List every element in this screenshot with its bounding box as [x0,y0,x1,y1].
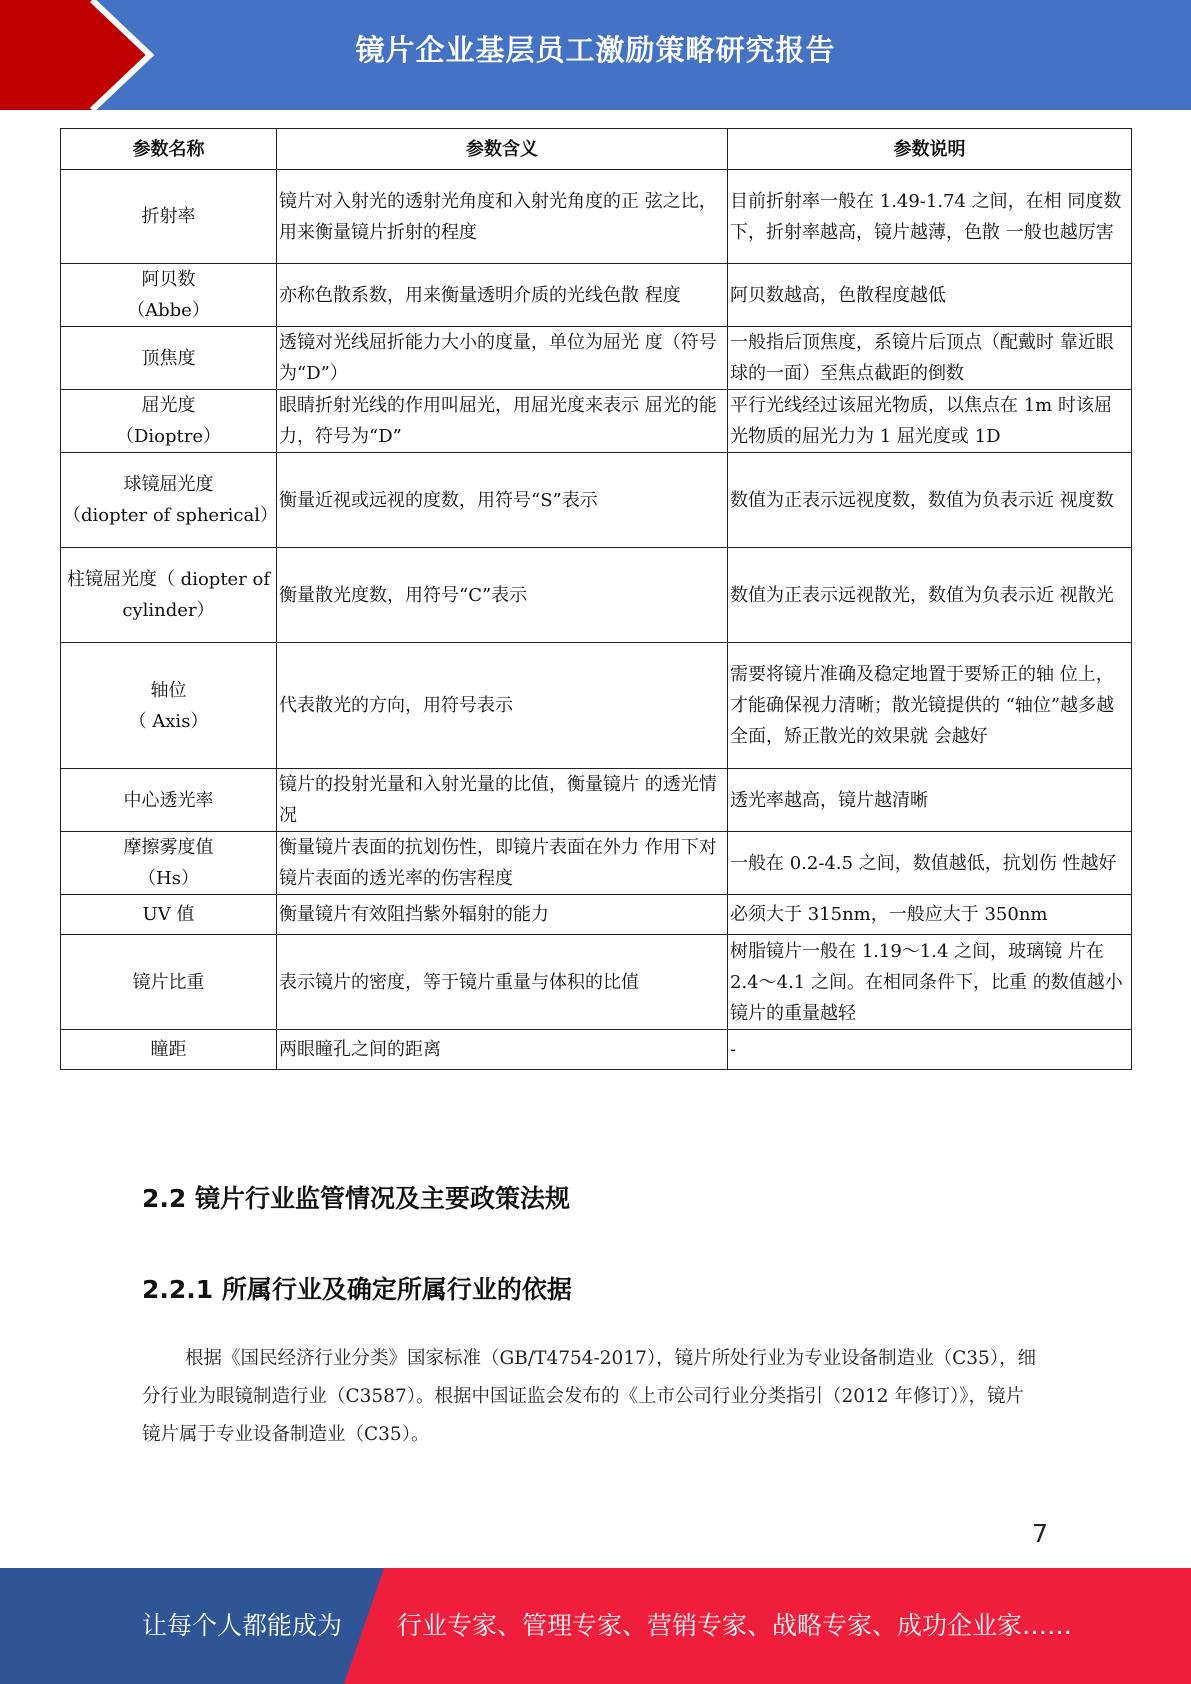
table-header-row [61,129,1132,170]
param-note-cell: 平行光线经过该屈光物质，以焦点在 1m 时该屈光物质的屈光力为 1 屈光度或 1D [728,390,1132,453]
param-name: 摩擦雾度值 [123,837,214,858]
param-name: 瞳距 [150,1039,187,1060]
table-row [61,327,1132,390]
page-header [0,0,1191,110]
table-row [61,1030,1132,1070]
column-header-note: 参数说明 [728,129,1132,170]
lens-parameter-table [60,128,1132,1070]
param-name-cell [61,643,277,769]
param-name: 阿贝数 [141,269,196,290]
param-note-cell: 一般在 0.2-4.5 之间，数值越低，抗划伤 性越好 [728,832,1132,895]
param-meaning-cell: 亦称色散系数，用来衡量透明介质的光线色散 程度 [277,264,728,327]
param-name-cell [61,453,277,548]
param-name-cell [61,548,277,643]
param-name: 镜片比重 [132,971,205,993]
param-name-cell [61,264,277,327]
param-name-sub: （Abbe） [127,300,210,321]
table-row [61,895,1132,935]
param-name: 柱镜屈光度（ diopter of cylinder） [66,569,271,621]
param-note-cell: 数值为正表示远视散光，数值为负表示近 视散光 [728,548,1132,643]
param-name-cell [61,832,277,895]
section-2-2-1-paragraph: 根据《国民经济行业分类》国家标准（GB/T4754-2017），镜片所处行业为专业设备制造业（C35），细分行业为眼镜制造行业（C3587）。根据中国证监会发布的《上市公司行业分类指引（2012 年修订）》，镜片镜片属于专业设备制造业（C35）。 [142,1348,1037,1445]
param-meaning-cell: 透镜对光线屈折能力大小的度量，单位为屈光 度（符号为“D”） [277,327,728,390]
param-note-cell: 目前折射率一般在 1.49-1.74 之间，在相 同度数下，折射率越高，镜片越薄，色散 一般也越厉害 [728,170,1132,264]
table-row [61,170,1132,264]
section-heading-2-2: 2.2 镜片行业监管情况及主要政策法规 [142,1184,570,1213]
param-meaning-cell: 镜片的投射光量和入射光量的比值，衡量镜片 的透光情况 [277,769,728,832]
param-name-cell [61,327,277,390]
footer-slogan-left: 让每个人都能成为 [142,1611,343,1640]
page-footer [0,1568,1191,1684]
table-row [61,548,1132,643]
table-row [61,264,1132,327]
param-meaning-cell: 眼睛折射光线的作用叫屈光，用屈光度来表示 屈光的能力，符号为“D” [277,390,728,453]
table-row [61,453,1132,548]
param-meaning-cell: 代表散光的方向，用符号表示 [277,643,728,769]
param-note-cell: 数值为正表示远视度数，数值为负表示近 视度数 [728,453,1132,548]
param-name-cell [61,769,277,832]
param-name: 球镜屈光度 [123,474,214,495]
param-name: 中心透光率 [123,789,214,811]
param-name-cell [61,895,277,935]
param-name: 折射率 [141,206,196,227]
param-meaning-cell: 衡量镜片有效阻挡紫外辐射的能力 [277,895,728,935]
param-note-cell: 树脂镜片一般在 1.19～1.4 之间，玻璃镜 片在 2.4～4.1 之间。在相同条件下，比重 的数值越小镜片的重量越轻 [728,935,1132,1030]
param-name-sub: （ Axis） [128,710,209,732]
report-title: 镜片企业基层员工激励策略研究报告 [355,33,836,67]
column-header-name: 参数名称 [61,129,277,170]
param-name: 屈光度 [141,395,196,416]
table-row [61,769,1132,832]
param-meaning-cell: 两眼瞳孔之间的距离 [277,1030,728,1070]
param-note-cell: 透光率越高，镜片越清晰 [728,769,1132,832]
table-row [61,935,1132,1030]
param-note-cell: 阿贝数越高，色散程度越低 [728,264,1132,327]
footer-slogan-right: 行业专家、管理专家、营销专家、战略专家、成功企业家…… [397,1611,1073,1640]
param-note-cell: - [728,1030,1132,1070]
param-meaning-cell: 衡量镜片表面的抗划伤性，即镜片表面在外力 作用下对镜片表面的透光率的伤害程度 [277,832,728,895]
param-note-cell: 必须大于 315nm，一般应大于 350nm [728,895,1132,935]
table-row [61,832,1132,895]
param-meaning-cell: 衡量近视或远视的度数，用符号“S”表示 [277,453,728,548]
section-heading-2-2-1: 2.2.1 所属行业及确定所属行业的依据 [142,1275,572,1304]
param-name-cell [61,390,277,453]
param-name: UV 值 [142,904,195,925]
param-name-sub: （Dioptre） [115,426,222,447]
param-name-cell [61,1030,277,1070]
param-name-cell [61,935,277,1030]
param-name: 轴位 [150,679,187,701]
table-row [61,390,1132,453]
param-meaning-cell: 镜片对入射光的透射光角度和入射光角度的正 弦之比，用来衡量镜片折射的程度 [277,170,728,264]
param-name: 顶焦度 [141,347,196,369]
param-name-cell [61,170,277,264]
param-meaning-cell: 衡量散光度数，用符号“C”表示 [277,548,728,643]
table-row [61,643,1132,769]
param-name-sub: （Hs） [138,868,199,889]
page-number: 7 [1032,1519,1048,1548]
column-header-meaning: 参数含义 [277,129,728,170]
param-meaning-cell: 表示镜片的密度，等于镜片重量与体积的比值 [277,935,728,1030]
param-note-cell: 一般指后顶焦度，系镜片后顶点（配戴时 靠近眼球的一面）至焦点截距的倒数 [728,327,1132,390]
param-name-sub: （diopter of spherical） [63,505,279,526]
param-note-cell: 需要将镜片准确及稳定地置于要矫正的轴 位上，才能确保视力清晰；散光镜提供的 “轴位”越多越全面，矫正散光的效果就 会越好 [728,643,1132,769]
